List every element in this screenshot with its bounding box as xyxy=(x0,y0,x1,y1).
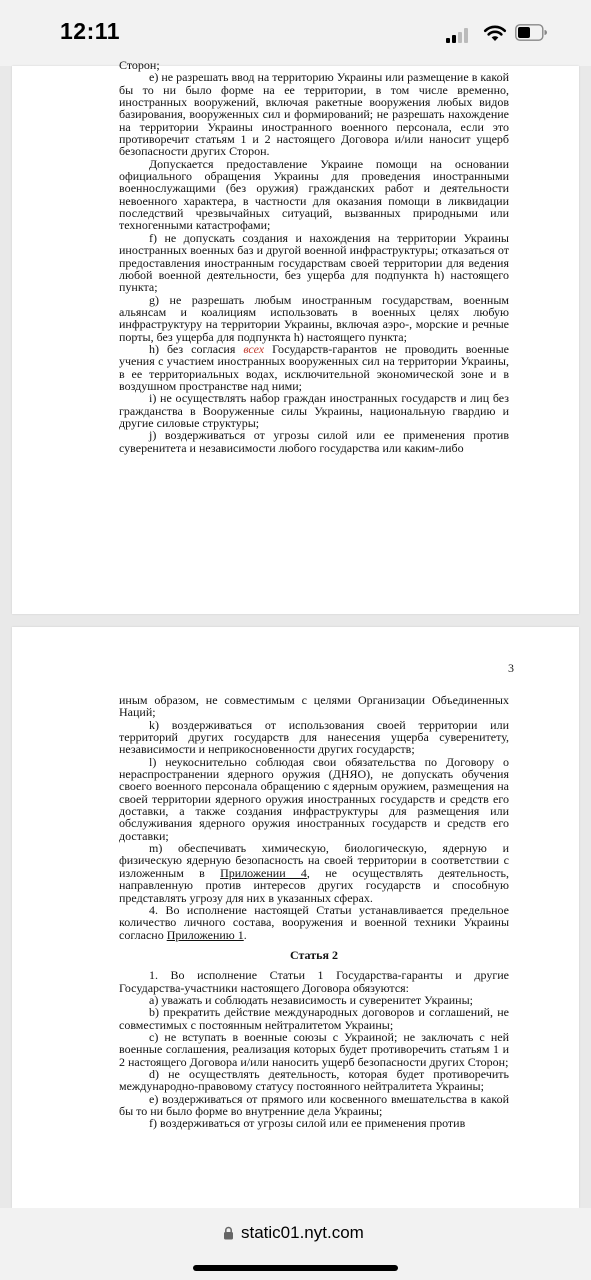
cellular-signal-icon xyxy=(446,27,470,43)
paragraph: f) воздерживаться от угрозы силой или ее применения против xyxy=(149,1116,466,1131)
clock: 12:11 xyxy=(60,18,121,44)
paragraph: d) не осуществлять деятельность, которая будет противоречить международно-правовому статусу постоянного нейтралитета Украины; xyxy=(119,1066,509,1094)
document-page xyxy=(12,58,579,614)
paragraph xyxy=(119,904,509,941)
paragraph: иным образом, не совместимым с целями Организации Объединенных Наций; xyxy=(119,693,509,720)
battery-icon xyxy=(515,24,547,41)
lock-icon xyxy=(223,1226,234,1240)
text-run: Государств-гарантов не проводить военные учения с участием иностранных вооруженных сил на территории Украины, в ее территориальных водах, исключительной экономической зоне и в воздушном пространстве над ними; xyxy=(119,341,509,393)
browser-address-bar[interactable] xyxy=(0,1208,591,1280)
annex-reference: Приложению 1 xyxy=(166,927,244,942)
paragraph: a) уважать и соблюдать независимость и суверенитет Украины; xyxy=(149,992,473,1007)
status-bar xyxy=(0,0,591,66)
paragraph: b) прекратить действие международных договоров и соглашений, не совместимых с постоянным нейтралитетом Украины; xyxy=(119,1005,509,1032)
paragraph: Сторон; xyxy=(119,58,160,72)
paragraph xyxy=(119,343,509,392)
text-run: h) без согласия xyxy=(149,341,244,356)
text-run: . xyxy=(243,927,247,942)
paragraph xyxy=(119,842,509,904)
wifi-icon xyxy=(483,23,507,43)
paragraph: 1. Во исполнение Статьи 1 Государства-гаранты и другие Государства-участники настоящего Договора обязуются: xyxy=(119,968,509,995)
paragraph: f) не допускать создания и нахождения на территории Украины иностранных военных баз и другой военной инфраструктуры; отказаться от предоставления иностранным государствам своей территории для ведения любой военной деятельности, без ущерба для подпункта h) настоящего пункта; xyxy=(119,230,509,295)
highlighted-word: всех xyxy=(243,341,265,356)
document-page xyxy=(12,627,579,1208)
paragraph: e) не разрешать ввод на территорию Украины или размещение в какой бы то ни было форме на ее территории, в том числе временно, иностранных вооружений, включая ракетные вооружения любых видов базирования, вооруженных сил и формирований; не разрешать нахождение на территории Украины иностранного военного персонала, если это противоречит статьям 1 и 2 настоящего Договора и/или наносит ущерб безопасности других Сторон. xyxy=(119,70,509,159)
paragraph: Допускается предоставление Украине помощи на основании официального обращения Украины для проведения иностранными военнослужащими (без оружия) гражданских работ и деятельности невоенного характера, в частности для оказания помощи в ликвидации последствий чрезвычайных ситуаций, вызванных природными или техногенными катастрофами; xyxy=(119,156,509,233)
text-run: , не осуществлять деятельность, направленную против интересов других государств и способную представлять угрозу для них в указанных сферах. xyxy=(119,865,509,905)
text-run: m) обеспечивать химическую, биологическую, ядерную и физическую ядерную безопасность на своей территории в соответствии с изложенным в xyxy=(119,841,509,880)
page-number: 3 xyxy=(508,661,514,675)
paragraph: l) неукоснительно соблюдая свои обязательства по Договору о нераспространении ядерного оружия (ДНЯО), не допускать обучения своего военного персонала обращению с ядерным оружием, размещения на своей территории ядерного оружия иностранных государств и средств его доставки, а также создания инфраструктуры для размещения или обслуживания ядерного оружия иностранных государств и средств его доставки; xyxy=(119,754,509,843)
page-text xyxy=(119,694,509,1130)
annex-reference: Приложении 4 xyxy=(220,865,307,880)
paragraph: e) воздерживаться от прямого или косвенного вмешательства в какой бы то ни было форме во внутренние дела Украины; xyxy=(119,1091,509,1118)
article-heading: Статья 2 xyxy=(290,947,338,962)
paragraph: k) воздерживаться от использования своей территории или территорий других государств для нанесения ущерба суверенитету, независимости и неприкосновенности других государств; xyxy=(119,717,509,757)
paragraph: i) не осуществлять набор граждан иностранных государств и лиц без гражданства в Вооруженные силы Украины, национальную гвардию и другие силовые структуры; xyxy=(119,391,509,430)
text-run: 4. Во исполнение настоящей Статьи устанавливается предельное количество личного состава, вооружения и военной техники Украины согласно xyxy=(119,902,509,942)
paragraph: c) не вступать в военные союзы с Украиной; не заключать с ней военные соглашения, реализация которых будет противоречить статьям 1 и 2 настоящего Договора и/или наносить ущерб безопасности других Сторон; xyxy=(119,1029,509,1069)
page-text xyxy=(119,59,509,454)
url-text[interactable]: static01.nyt.com xyxy=(241,1223,364,1242)
paragraph: j) воздерживаться от угрозы силой или ее применения против суверенитета и независимости любого государства или каким-либо xyxy=(119,428,509,455)
paragraph: g) не разрешать любым иностранным государствам, военным альянсам и коалициям использовать в военных целях любую инфраструктуру на территории Украины, включая аэро-, морские и речные порты, без ущерба для подпункта h) настоящего пункта; xyxy=(119,292,509,344)
home-indicator[interactable] xyxy=(193,1265,398,1271)
